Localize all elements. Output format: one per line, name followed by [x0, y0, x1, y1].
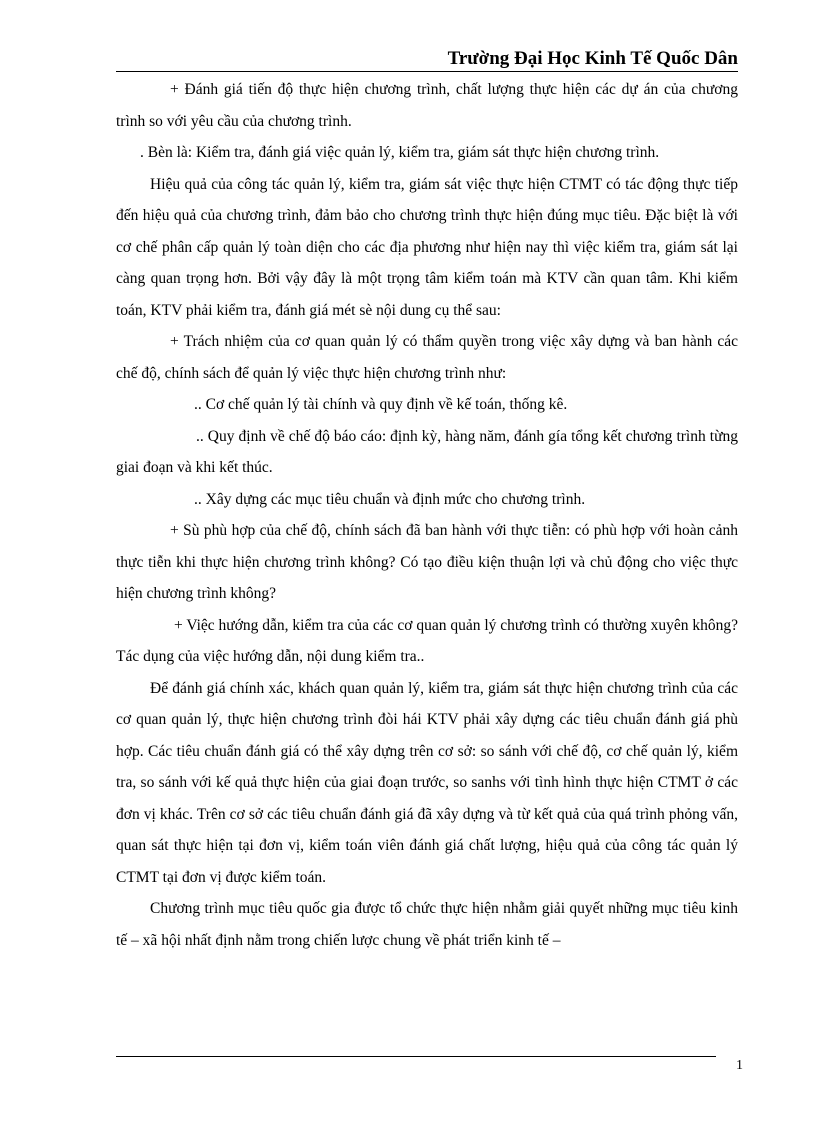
paragraph: Để đánh giá chính xác, khách quan quản lý, kiểm tra, giám sát thực hiện chương trình của các cơ quan quản lý, thực hiện chương trình đòi hái KTV phải xây dựng các tiêu chuẩn đánh giá phù hợp. Các tiêu chuẩn đánh giá có thể xây dựng trên cơ sở: so sánh với chế độ, cơ chế quản lý, kiểm tra, so sánh với kế quả thực hiện của giai đoạn trước, so sanhs với tình hình thực hiện CTMT ở các đơn vị khác. Trên cơ sở các tiêu chuẩn đánh giá đã xây dựng và từ kết quả của quá trình phỏng vấn, quan sát thực hiện tại đơn vị, kiểm toán viên đánh giá chất lượng, hiệu quả của công tác quản lý CTMT tại đơn vị được kiểm toán. [116, 679, 738, 886]
document-body [116, 74, 738, 956]
paragraph: + Sù phù hợp của chế độ, chính sách đã ban hành với thực tiễn: có phù hợp với hoàn cảnh thực tiễn khi thực hiện chương trình không? Có tạo điều kiện thuận lợi và chủ động cho việc thực hiện chương trình không? [116, 522, 738, 602]
page-number: 1 [736, 1058, 743, 1073]
header-divider [116, 71, 738, 72]
paragraph: Chương trình mục tiêu quốc gia được tổ chức thực hiện nhằm giải quyết những mục tiêu kinh tế – xã hội nhất định nằm trong chiến lược chung về phát triển kinh tế – [116, 900, 738, 949]
paragraph: + Trách nhiệm của cơ quan quản lý có thẩm quyền trong việc xây dựng và ban hành các chế độ, chính sách để quản lý việc thực hiện chương trình như: [116, 333, 738, 382]
paragraph: + Đánh giá tiến độ thực hiện chương trình, chất lượng thực hiện các dự án của chương trình so với yêu cầu của chương trình. [116, 81, 738, 130]
paragraph: .. Cơ chế quản lý tài chính và quy định về kế toán, thống kê. [194, 396, 568, 413]
footer-divider [116, 1056, 716, 1057]
paragraph: .. Quy định về chế độ báo cáo: định kỳ, hàng năm, đánh gía tổng kết chương trình từng giai đoạn và khi kết thúc. [116, 427, 738, 476]
paragraph: . Bèn là: Kiểm tra, đánh giá việc quản lý, kiểm tra, giám sát thực hiện chương trình. [140, 144, 660, 161]
paragraph: Hiệu quả của công tác quản lý, kiểm tra, giám sát việc thực hiện CTMT có tác động thực tiếp đến hiệu quả của chương trình, đảm bảo cho chương trình thực hiện đúng mục tiêu. Đặc biệt là với cơ chế phân cấp quản lý toàn diện cho các địa phương như hiện nay thì việc kiểm tra, giám sát lại càng quan trọng hơn. Bởi vậy đây là một trọng tâm kiểm toán mà KTV cần quan tâm. Khi kiểm toán, KTV phải kiểm tra, đánh giá mét sè nội dung cụ thể sau: [116, 175, 738, 319]
header-title: Trường Đại Học Kinh Tế Quốc Dân [447, 48, 738, 69]
paragraph: .. Xây dựng các mục tiêu chuẩn và định mức cho chương trình. [194, 490, 586, 508]
paragraph: + Việc hướng dẫn, kiểm tra của các cơ quan quản lý chương trình có thường xuyên không? Tác dụng của việc hướng dẫn, nội dung kiểm tra.. [116, 616, 738, 665]
